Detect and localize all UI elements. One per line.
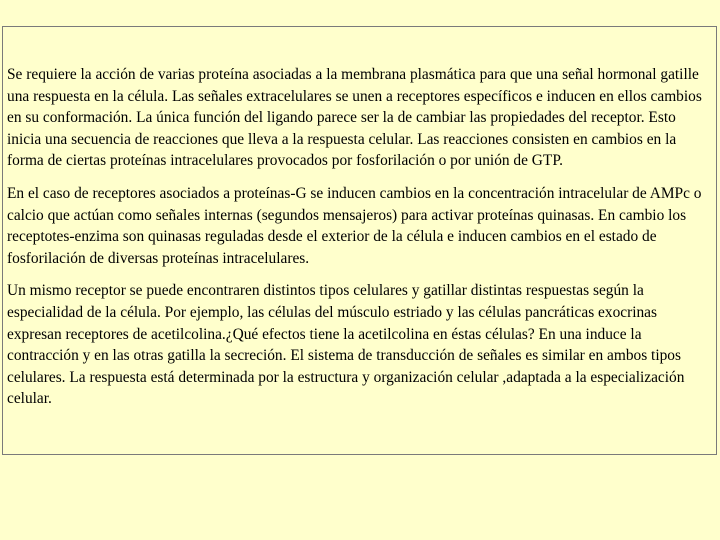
text-block	[7, 64, 713, 421]
paragraph-receptor-specialization: Un mismo receptor se puede encontraren distintos tipos celulares y gatillar distintas respuestas según la especialidad de la célula. Por ejemplo, las células del músculo estriado y las células pancráticas exocrinas expresan receptores de acetilcolina.¿Qué efectos tiene la acetilcolina en éstas células? En una induce la contracción y en las otras gatilla la secreción. El sistema de transducción de señales es similar en ambos tipos celulares. La respuesta está determinada por la estructura y organización celular ,adaptada a la especialización celular.	[7, 282, 685, 408]
paragraph-g-protein-receptors: En el caso de receptores asociados a proteínas-G se inducen cambios en la concentración intracelular de AMPc o calcio que actúan como señales internas (segundos mensajeros) para activar proteínas quinasas. En cambio los receptotes-enzima son quinasas reguladas desde el exterior de la célula e inducen cambios en el estado de fosforilación de diversas proteínas intracelulares.	[7, 184, 702, 267]
paragraph-signal-reception: Se requiere la acción de varias proteína asociadas a la membrana plasmática para que una señal hormonal gatille una respuesta en la célula. Las señales extracelulares se unen a receptores específicos e inducen en ellos cambios en su conformación. La única función del ligando parece ser la de cambiar las propiedades del receptor. Esto inicia una secuencia de reacciones que lleva a la respuesta celular. Las reacciones consisten en cambios en la forma de ciertas proteínas intracelulares provocados por fosforilación o por unión de GTP.	[7, 66, 702, 170]
